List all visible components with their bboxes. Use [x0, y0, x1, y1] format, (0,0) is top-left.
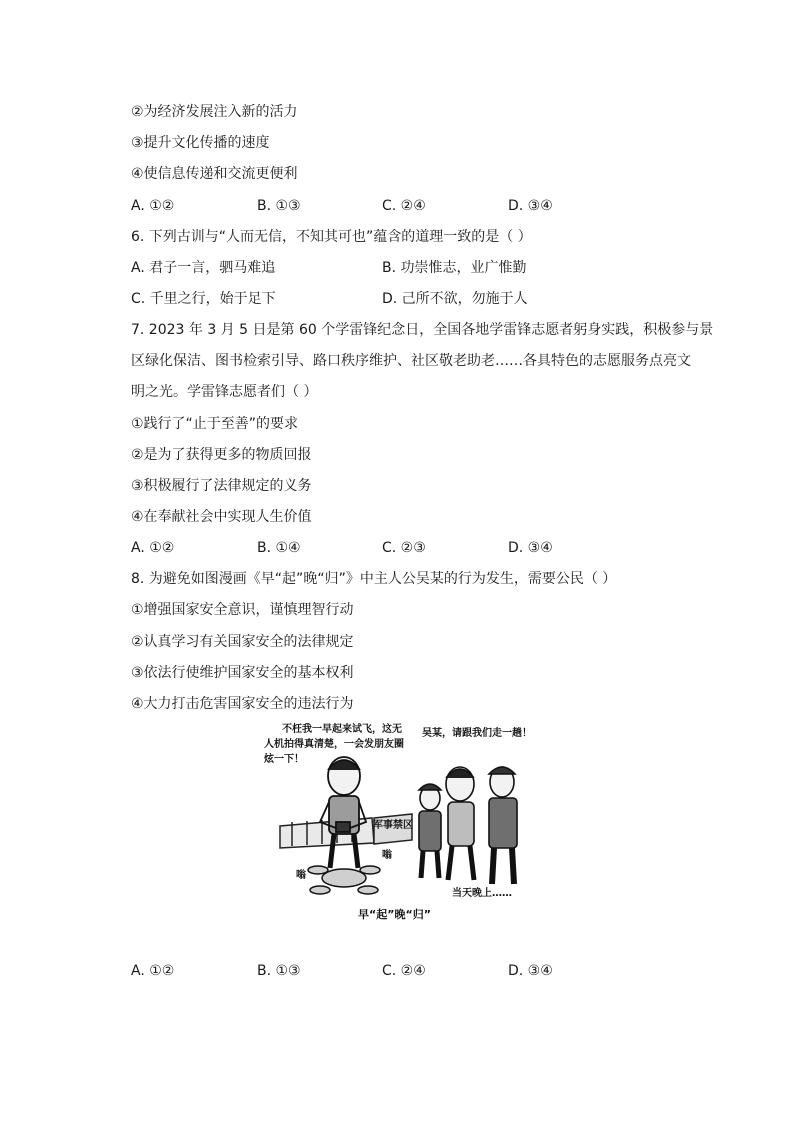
q7-stem-line-1: 7. 2023 年 3 月 5 日是第 60 个学雷锋纪念日，全国各地学雷锋志愿者躬身实践，积极参与景 — [131, 322, 714, 338]
q5-option-d: D. ③④ — [508, 198, 553, 214]
q7-stem-line-3: 明之光。学雷锋志愿者们（ ） — [131, 384, 318, 400]
q8-item-2: ②认真学习有关国家安全的法律规定 — [131, 634, 354, 650]
q8-option-b: B. ①③ — [257, 963, 301, 979]
q7-option-a: A. ①② — [131, 540, 175, 556]
caption-that-night: 当天晚上…… — [452, 888, 512, 899]
q6-option-a: A. 君子一言，驷马难追 — [131, 260, 276, 276]
speech-left-line-2: 人机拍得真清楚，一会发朋友圈 — [264, 739, 404, 750]
q8-option-d: D. ③④ — [508, 963, 553, 979]
q6-stem: 6. 下列古训与“人而无信，不知其可也”蕴含的道理一致的是（ ） — [131, 229, 532, 245]
officer-right-drawing — [489, 767, 517, 884]
q7-option-d: D. ③④ — [508, 540, 553, 556]
person-wu-drawing — [320, 757, 366, 868]
q7-option-c: C. ②③ — [382, 540, 426, 556]
q6-option-c: C. 千里之行，始于足下 — [131, 291, 276, 307]
sign-military-zone: 军事禁区 — [373, 820, 413, 831]
q8-stem: 8. 为避免如图漫画《早“起”晚“归”》中主人公吴某的行为发生，需要公民（ ） — [131, 571, 617, 587]
speech-left-line-1: 不枉我一早起来试飞，这无 — [282, 724, 402, 735]
officer-left-drawing — [419, 784, 441, 878]
person-wu-led-drawing — [446, 767, 474, 880]
q7-stem-line-2: 区绿化保洁、图书检索引导、路口秩序维护、社区敬老助老……各具特色的志愿服务点亮文 — [131, 353, 691, 369]
speech-right: 吴某，请跟我们走一趟！ — [422, 728, 532, 739]
sound-buzz-right: 嗡 — [382, 850, 392, 861]
q7-item-2: ②是为了获得更多的物质回报 — [131, 447, 312, 463]
q5-option-a: A. ①② — [131, 198, 175, 214]
q8-option-a: A. ①② — [131, 963, 175, 979]
speech-left-line-3: 炫一下！ — [264, 754, 304, 765]
q8-item-3: ③依法行使维护国家安全的基本权利 — [131, 665, 354, 681]
q7-item-4: ④在奉献社会中实现人生价值 — [131, 509, 312, 525]
q6-option-b: B. 功崇惟志，业广惟勤 — [382, 260, 527, 276]
q7-option-b: B. ①④ — [257, 540, 301, 556]
q5-item-2: ②为经济发展注入新的活力 — [131, 104, 298, 120]
q8-option-c: C. ②④ — [382, 963, 426, 979]
q5-item-4: ④使信息传递和交流更便利 — [131, 166, 298, 182]
drone-drawing — [308, 866, 380, 894]
comic-illustration — [262, 718, 534, 928]
q5-option-b: B. ①③ — [257, 198, 301, 214]
q6-option-d: D. 己所不欲，勿施于人 — [382, 291, 528, 307]
q5-item-3: ③提升文化传播的速度 — [131, 135, 270, 151]
q7-item-3: ③积极履行了法律规定的义务 — [131, 478, 312, 494]
comic-title: 早“起”晚“归” — [358, 908, 431, 921]
q8-item-1: ①增强国家安全意识，谨慎理智行动 — [131, 602, 354, 618]
q8-item-4: ④大力打击危害国家安全的违法行为 — [131, 696, 354, 712]
sound-buzz-left: 嗡 — [296, 870, 306, 881]
q7-item-1: ①践行了“止于至善”的要求 — [131, 416, 299, 432]
q5-option-c: C. ②④ — [382, 198, 426, 214]
